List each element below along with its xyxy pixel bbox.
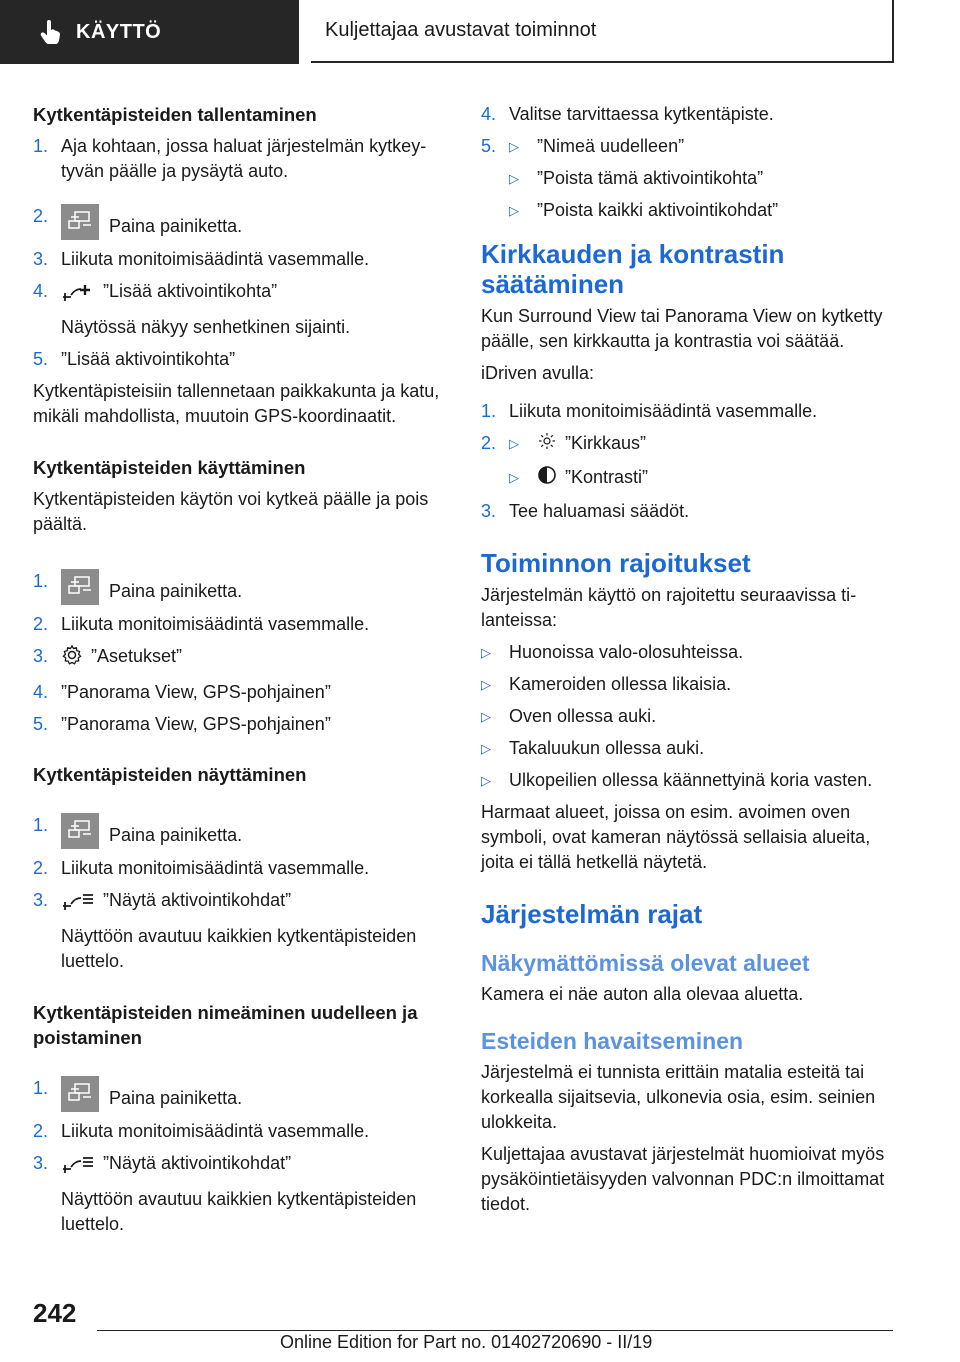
step-text: Liikuta monitoimisäädintä vasemmalle. — [61, 249, 370, 269]
step-4 — [33, 279, 451, 340]
paragraph: Kytkentäpisteiden käytön voi kytkeä päälle ja pois päältä. — [33, 489, 429, 534]
step-text: Paina painiketta. — [109, 581, 243, 601]
limit-text: Huonoissa valo-olosuhteissa. — [509, 642, 744, 662]
heading-obstacle-detection: Esteiden havaitseminen — [481, 1028, 744, 1054]
limit-item — [481, 672, 893, 697]
step-number: 3. — [33, 249, 49, 269]
step-number: 4. — [33, 281, 49, 301]
paragraph: iDriven avulla: — [481, 363, 595, 383]
option-text: ”Kirkkaus” — [565, 433, 647, 453]
paragraph: Järjestelmä ei tunnista erittäin matalia esteitä tai korkealla sijaitsevia, ulkonevia osia, esim. seinien ulokkeita. — [481, 1062, 876, 1132]
step-5 — [33, 712, 451, 737]
limit-text: Kameroiden ollessa likaisia. — [509, 674, 732, 694]
step-number: 3. — [33, 646, 49, 666]
limit-item — [481, 736, 893, 761]
bullet-triangle-icon: ▷ — [509, 203, 519, 218]
step-number: 5. — [481, 136, 497, 156]
step-number: 3. — [33, 1153, 49, 1173]
step-number: 4. — [481, 104, 497, 124]
brightness-icon — [537, 431, 557, 458]
paragraph: Kamera ei näe auton alla olevaa aluetta. — [481, 984, 804, 1004]
show-points-icon — [61, 892, 95, 917]
step-2 — [33, 612, 451, 637]
step-note: Näyttöön avautuu kaikkien kytkentäpisteiden luettelo. — [61, 926, 417, 971]
heading-limitations: Toiminnon rajoitukset — [481, 548, 751, 578]
paragraph: Järjestelmän käyttö on rajoitettu seuraavissa tilanteissa: — [481, 585, 857, 630]
contrast-icon — [537, 465, 557, 492]
limit-text: Takaluukun ollessa auki. — [509, 738, 705, 758]
header-chapter-title: Kuljettajaa avustavat toiminnot — [325, 19, 597, 41]
step-text: Liikuta monitoimisäädintä vasemmalle. — [61, 614, 370, 634]
step-text: ”Näytä aktivointikohdat” — [103, 1153, 292, 1173]
step-text: Valitse tarvittaessa kytkentäpiste. — [509, 104, 774, 124]
step-number: 2. — [33, 858, 49, 878]
page-number: 242 — [33, 1298, 77, 1328]
step-number: 1. — [481, 401, 497, 421]
step-2 — [481, 431, 893, 492]
step-2 — [33, 856, 451, 881]
camera-button-icon — [61, 813, 99, 849]
bullet-triangle-icon: ▷ — [509, 470, 519, 485]
step-3 — [33, 888, 451, 974]
step-number: 1. — [33, 136, 49, 156]
step-text: ”Näytä aktivointikohdat” — [103, 890, 292, 910]
step-text: Paina painiketta. — [109, 216, 243, 236]
step-number: 1. — [33, 571, 49, 591]
bullet-triangle-icon: ▷ — [509, 171, 519, 186]
step-1 — [33, 1076, 451, 1112]
camera-button-icon — [61, 204, 99, 240]
bullet-triangle-icon: ▷ — [481, 741, 491, 756]
paragraph: Harmaat alueet, joissa on esim. avoimen oven symboli, ovat kameran näytössä sellaisia alueita, joita ei tällä hetkellä näytetä. — [481, 802, 871, 872]
step-text: Paina painiketta. — [109, 825, 243, 845]
step-text: ”Lisää aktivointikohta” — [103, 281, 278, 301]
step-number: 3. — [481, 501, 497, 521]
paragraph: Kuljettajaa avustavat järjestelmät huomioivat myös pysäköintietäisyyden valvonnan PDC:n ilmoittamat tiedot. — [481, 1144, 885, 1214]
step-text: ”Panorama View, GPS-pohjainen” — [61, 714, 331, 734]
step-2 — [33, 204, 451, 240]
step-text: ”Asetukset” — [91, 646, 183, 666]
step-note: Näytössä näkyy senhetkinen sijainti. — [61, 317, 351, 337]
header-section-tab — [0, 0, 299, 64]
step-number: 2. — [33, 1121, 49, 1141]
step-text: Aja kohtaan, jossa haluat järjestelmän kytkeytyvän päälle ja pysäytä auto. — [61, 136, 427, 181]
limit-item — [481, 768, 893, 793]
paragraph: Kytkentäpisteisiin tallennetaan paikkakunta ja katu, mikäli mahdollista, muutoin GPS-koordinaatit. — [33, 381, 440, 426]
step-1 — [33, 134, 451, 184]
step-2 — [33, 1119, 451, 1144]
heading-invisible-areas: Näkymättömissä olevat alueet — [481, 950, 810, 976]
section-title: Kytkentäpisteiden nimeäminen uudelleen ja poistaminen — [33, 1002, 418, 1048]
camera-button-icon — [61, 569, 99, 605]
step-3 — [33, 247, 451, 272]
step-text: ”Lisää aktivointikohta” — [61, 349, 236, 369]
gear-icon — [61, 644, 83, 673]
bullet-triangle-icon: ▷ — [481, 773, 491, 788]
step-4 — [481, 102, 893, 127]
step-1 — [33, 813, 451, 849]
step-3 — [33, 1151, 451, 1237]
footer-divider — [97, 1330, 893, 1331]
header-section-title: KÄYTTÖ — [76, 20, 162, 43]
section-title: Kytkentäpisteiden näyttäminen — [33, 764, 307, 785]
step-5 — [33, 347, 451, 372]
option-item — [509, 134, 893, 159]
step-4 — [33, 680, 451, 705]
paragraph: Kun Surround View tai Panorama View on kytketty päälle, sen kirkkautta ja kontrastia voi säätää. — [481, 306, 883, 351]
step-number: 1. — [33, 1078, 49, 1098]
bullet-triangle-icon: ▷ — [481, 645, 491, 660]
step-3 — [33, 644, 451, 673]
step-number: 5. — [33, 714, 49, 734]
step-1 — [33, 569, 451, 605]
step-3 — [481, 499, 893, 524]
step-number: 2. — [33, 206, 49, 226]
section-title: Kytkentäpisteiden käyttäminen — [33, 457, 306, 478]
option-text: ”Nimeä uudelleen” — [537, 136, 685, 156]
step-number: 4. — [33, 682, 49, 702]
step-1 — [481, 399, 893, 424]
step-number: 2. — [33, 614, 49, 634]
bullet-triangle-icon: ▷ — [509, 436, 519, 451]
option-text: ”Poista kaikki aktivointikohdat” — [537, 200, 779, 220]
option-item — [509, 431, 893, 458]
step-number: 2. — [481, 433, 497, 453]
heading-system-limits: Järjestelmän rajat — [481, 899, 703, 929]
step-text: Liikuta monitoimisäädintä vasemmalle. — [509, 401, 818, 421]
heading-brightness: Kirkkauden ja kontrastin säätäminen — [481, 239, 785, 299]
limit-text: Oven ollessa auki. — [509, 706, 657, 726]
left-column — [33, 102, 451, 1237]
bullet-triangle-icon: ▷ — [481, 709, 491, 724]
step-number: 5. — [33, 349, 49, 369]
step-number: 1. — [33, 815, 49, 835]
step-text: Liikuta monitoimisäädintä vasemmalle. — [61, 858, 370, 878]
step-note: Näyttöön avautuu kaikkien kytkentäpisteiden luettelo. — [61, 1189, 417, 1234]
limit-item — [481, 704, 893, 729]
option-item — [509, 465, 893, 492]
add-point-icon — [61, 283, 95, 308]
option-text: ”Poista tämä aktivointikohta” — [537, 168, 764, 188]
step-5 — [481, 134, 893, 223]
show-points-icon — [61, 1155, 95, 1180]
option-text: ”Kontrasti” — [565, 467, 649, 487]
option-item — [509, 166, 893, 191]
option-item — [509, 198, 893, 223]
bullet-triangle-icon: ▷ — [481, 677, 491, 692]
hand-pointer-icon — [40, 20, 62, 44]
bullet-triangle-icon: ▷ — [509, 139, 519, 154]
step-number: 3. — [33, 890, 49, 910]
step-text: Tee haluamasi säädöt. — [509, 501, 690, 521]
limit-item — [481, 640, 893, 665]
step-text: ”Panorama View, GPS-pohjainen” — [61, 682, 331, 702]
section-title: Kytkentäpisteiden tallentaminen — [33, 104, 317, 125]
footer-edition: Online Edition for Part no. 01402720690 - II/19 — [280, 1332, 653, 1352]
right-column — [481, 102, 893, 1217]
camera-button-icon — [61, 1076, 99, 1112]
header-chapter-tab — [311, 0, 894, 63]
limit-text: Ulkopeilien ollessa käännettyinä koria vasten. — [509, 770, 873, 790]
step-text: Paina painiketta. — [109, 1088, 243, 1108]
step-text: Liikuta monitoimisäädintä vasemmalle. — [61, 1121, 370, 1141]
